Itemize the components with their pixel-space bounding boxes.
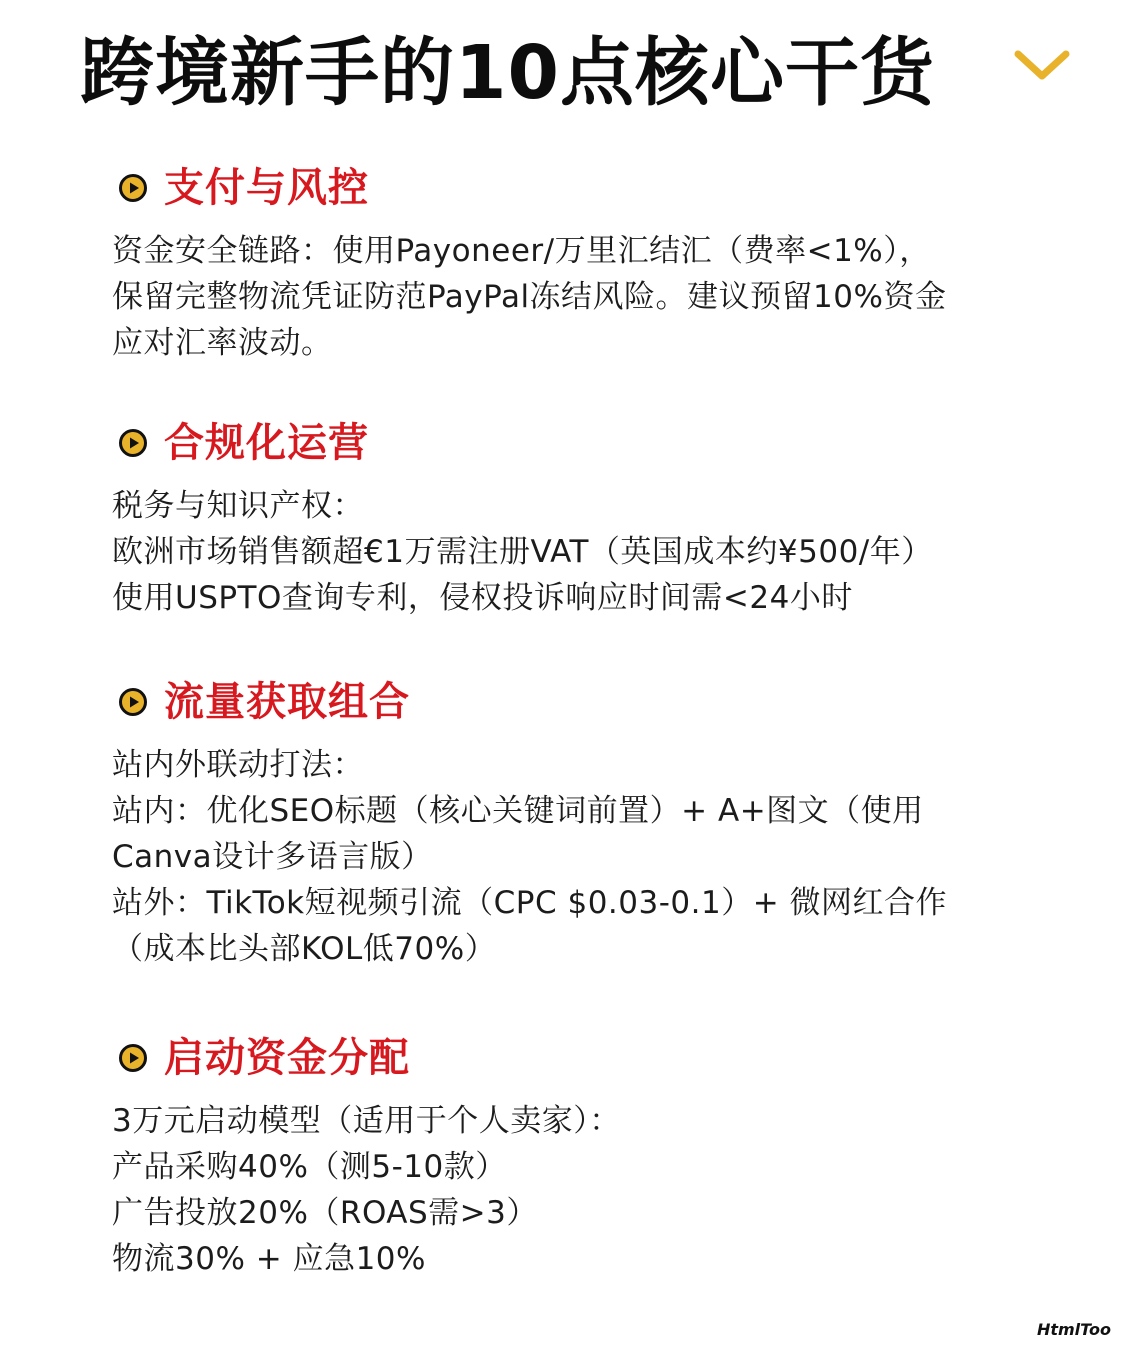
body-line: 税务与知识产权： (112, 488, 364, 524)
section-payment-risk (112, 160, 1032, 366)
body-line: 广告投放20%（ROAS需>3） (112, 1195, 538, 1231)
section-title: 合规化运营 (164, 420, 369, 466)
page-title: 跨境新手的10点核心干货 (80, 30, 935, 116)
body-line: Canva设计多语言版） (112, 839, 433, 875)
body-line: 站内：优化SEO标题（核心关键词前置）+ A+图文（使用 (112, 793, 924, 829)
section-compliance (112, 415, 1032, 621)
body-line: 使用USPTO查询专利，侵权投诉响应时间需<24小时 (112, 580, 853, 616)
play-circle-icon (118, 428, 148, 458)
play-circle-icon (118, 173, 148, 203)
body-line: （成本比头部KOL低70%） (112, 931, 497, 967)
body-line: 3万元启动模型（适用于个人卖家）： (112, 1103, 621, 1139)
body-line: 站外：TikTok短视频引流（CPC $0.03-0.1）+ 微网红合作 (112, 885, 948, 921)
section-title: 启动资金分配 (164, 1035, 410, 1081)
body-line: 应对汇率波动。 (112, 325, 333, 361)
body-line: 产品采购40%（测5-10款） (112, 1149, 507, 1185)
section-title: 流量获取组合 (164, 679, 410, 725)
play-circle-icon (118, 687, 148, 717)
section-body (112, 483, 1032, 621)
body-line: 欧洲市场销售额超€1万需注册VAT（英国成本约¥500/年） (112, 534, 933, 570)
watermark: HtmlToo (1036, 1320, 1111, 1339)
play-circle-icon (118, 1043, 148, 1073)
body-line: 保留完整物流凭证防范PayPal冻结风险。建议预留10%资金 (112, 279, 947, 315)
body-line: 资金安全链路：使用Payoneer/万里汇结汇（费率<1%）， (112, 233, 931, 269)
section-body (112, 1098, 1032, 1282)
section-header (112, 160, 1032, 216)
section-startup-funds (112, 1030, 1032, 1282)
section-header (112, 674, 1032, 730)
body-line: 站内外联动打法： (112, 747, 364, 783)
section-body (112, 742, 1032, 972)
section-header (112, 1030, 1032, 1086)
section-body (112, 228, 1032, 366)
chevron-down-icon[interactable] (1010, 46, 1074, 86)
section-title: 支付与风控 (164, 165, 369, 211)
section-header (112, 415, 1032, 471)
section-traffic (112, 674, 1032, 972)
body-line: 物流30% + 应急10% (112, 1241, 426, 1277)
